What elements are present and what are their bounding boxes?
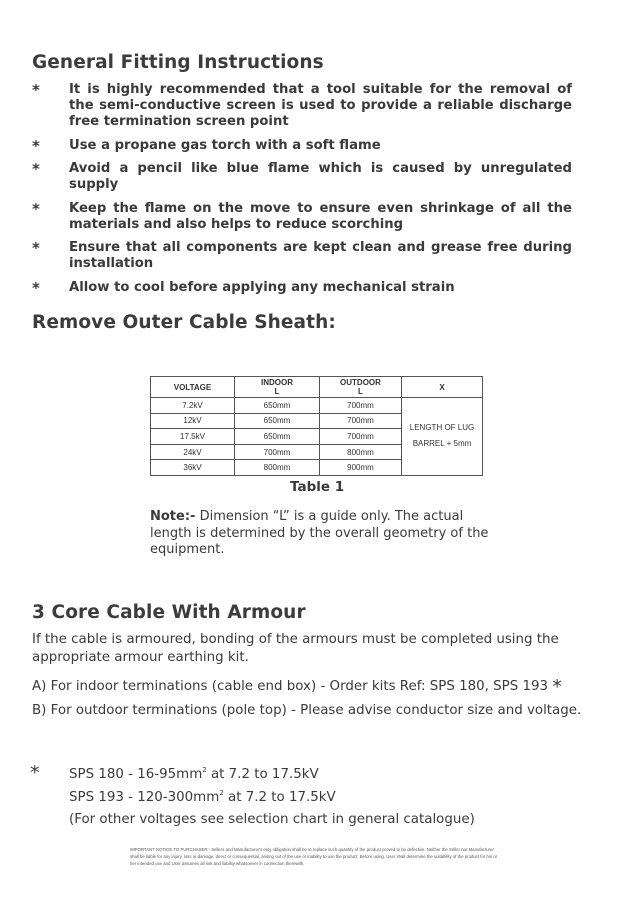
other-voltages-line: (For other voltages see selection chart in general catalogue) <box>69 812 475 827</box>
asterisk-bullet: * <box>32 81 40 99</box>
cell-x <box>402 398 483 476</box>
cell-voltage: 7.2kV <box>151 398 235 414</box>
section-title-armour: 3 Core Cable With Armour <box>32 602 306 623</box>
asterisk-marker: * <box>552 676 562 698</box>
sps193-sup: 2 <box>219 789 224 797</box>
list-item <box>32 82 572 130</box>
sps180-post: at 7.2 to 17.5kV <box>206 767 319 782</box>
note-text: Dimension “L” is a guide only. The actual length is determined by the overall geometry of the equipment. <box>150 509 489 557</box>
table-caption: Table 1 <box>290 479 345 495</box>
purchaser-notice: IMPORTANT NOTICE TO PURCHASER:- Sellers and Manufacturer's only obligation shall be to replace such quantity of the product proved to be defective. Neither the Seller nor Manufacturer shall be liable for any injury, loss or damage, direct or consequential, arising out of the use or inability to use the product. Before using, User shall determine the suitability of the product for his or her intended use and User assumes all risk and liability whatsoever in connection therewith. <box>130 847 498 866</box>
bullet-text: Keep the flame on the move to ensure even shrinkage of all the materials and also helps to reduce scorching <box>69 200 572 232</box>
table-header-row <box>151 377 483 398</box>
bullet-text: It is highly recommended that a tool suitable for the removal of the semi-conductive screen is used to provide a reliable discharge free termination screen point <box>69 82 572 129</box>
list-item <box>32 138 572 154</box>
cell-outdoor: 900mm <box>320 460 402 476</box>
asterisk-bullet: * <box>32 160 40 178</box>
list-item <box>32 161 572 193</box>
asterisk-bullet: * <box>32 136 40 155</box>
header-outdoor <box>320 377 402 398</box>
line-indoor-text: A) For indoor terminations (cable end box) - Order kits Ref: SPS 180, SPS 193 <box>32 679 549 694</box>
fitting-instructions-list <box>32 82 572 303</box>
header-indoor <box>235 377 320 398</box>
cell-indoor: 650mm <box>235 429 320 445</box>
bullet-text: Avoid a pencil like blue flame which is caused by unregulated supply <box>69 161 572 192</box>
x-line-2: BARREL + 5mm <box>412 439 472 449</box>
sps180-pre: SPS 180 - 16-95mm <box>69 767 203 782</box>
line-indoor <box>32 678 612 697</box>
header-indoor-sub: L <box>274 387 280 396</box>
note-label: Note:- <box>150 509 196 524</box>
cell-outdoor: 700mm <box>320 429 402 445</box>
section-title-sheath: Remove Outer Cable Sheath: <box>32 312 336 333</box>
cell-outdoor: 800mm <box>320 444 402 460</box>
cell-voltage: 17.5kV <box>151 429 235 445</box>
sps193-pre: SPS 193 - 120-300mm <box>69 790 220 805</box>
header-indoor-label: INDOOR <box>261 378 293 387</box>
cell-voltage: 12kV <box>151 413 235 429</box>
line-outdoor: B) For outdoor terminations (pole top) - Please advise conductor size and voltage. <box>32 703 582 718</box>
dimension-note <box>150 509 490 559</box>
header-outdoor-label: OUTDOOR <box>340 378 381 387</box>
cell-voltage: 36kV <box>151 460 235 476</box>
cell-indoor: 700mm <box>235 444 320 460</box>
cell-outdoor: 700mm <box>320 413 402 429</box>
bullet-text: Allow to cool before applying any mechanical strain <box>69 279 455 295</box>
sps180-sup: 2 <box>202 766 207 774</box>
armour-intro: If the cable is armoured, bonding of the armours must be completed using the appropriate armour earthing kit. <box>32 632 559 665</box>
bullet-text: Use a propane gas torch with a soft flame <box>69 137 381 153</box>
header-voltage: VOLTAGE <box>151 377 235 398</box>
dimension-table <box>150 376 483 476</box>
cell-voltage: 24kV <box>151 444 235 460</box>
list-item <box>32 201 572 233</box>
cell-outdoor: 700mm <box>320 398 402 414</box>
bullet-text: Ensure that all components are kept clean and grease free during installation <box>69 240 572 271</box>
cell-indoor: 650mm <box>235 398 320 414</box>
asterisk-bullet: * <box>32 199 40 218</box>
asterisk-bullet: * <box>32 278 40 297</box>
cell-indoor: 650mm <box>235 413 320 429</box>
list-item <box>32 240 572 272</box>
sps180-line <box>69 766 319 782</box>
x-line-1: LENGTH OF LUG <box>409 423 475 433</box>
cell-indoor: 800mm <box>235 460 320 476</box>
sps193-line <box>69 789 336 805</box>
table-row <box>151 398 483 414</box>
section-title-fitting: General Fitting Instructions <box>32 52 324 73</box>
header-outdoor-sub: L <box>358 387 363 396</box>
sps193-post: at 7.2 to 17.5kV <box>223 790 336 805</box>
footnote-asterisk: * <box>30 762 40 784</box>
header-x: X <box>402 377 483 398</box>
asterisk-bullet: * <box>32 239 40 257</box>
list-item <box>32 280 572 296</box>
